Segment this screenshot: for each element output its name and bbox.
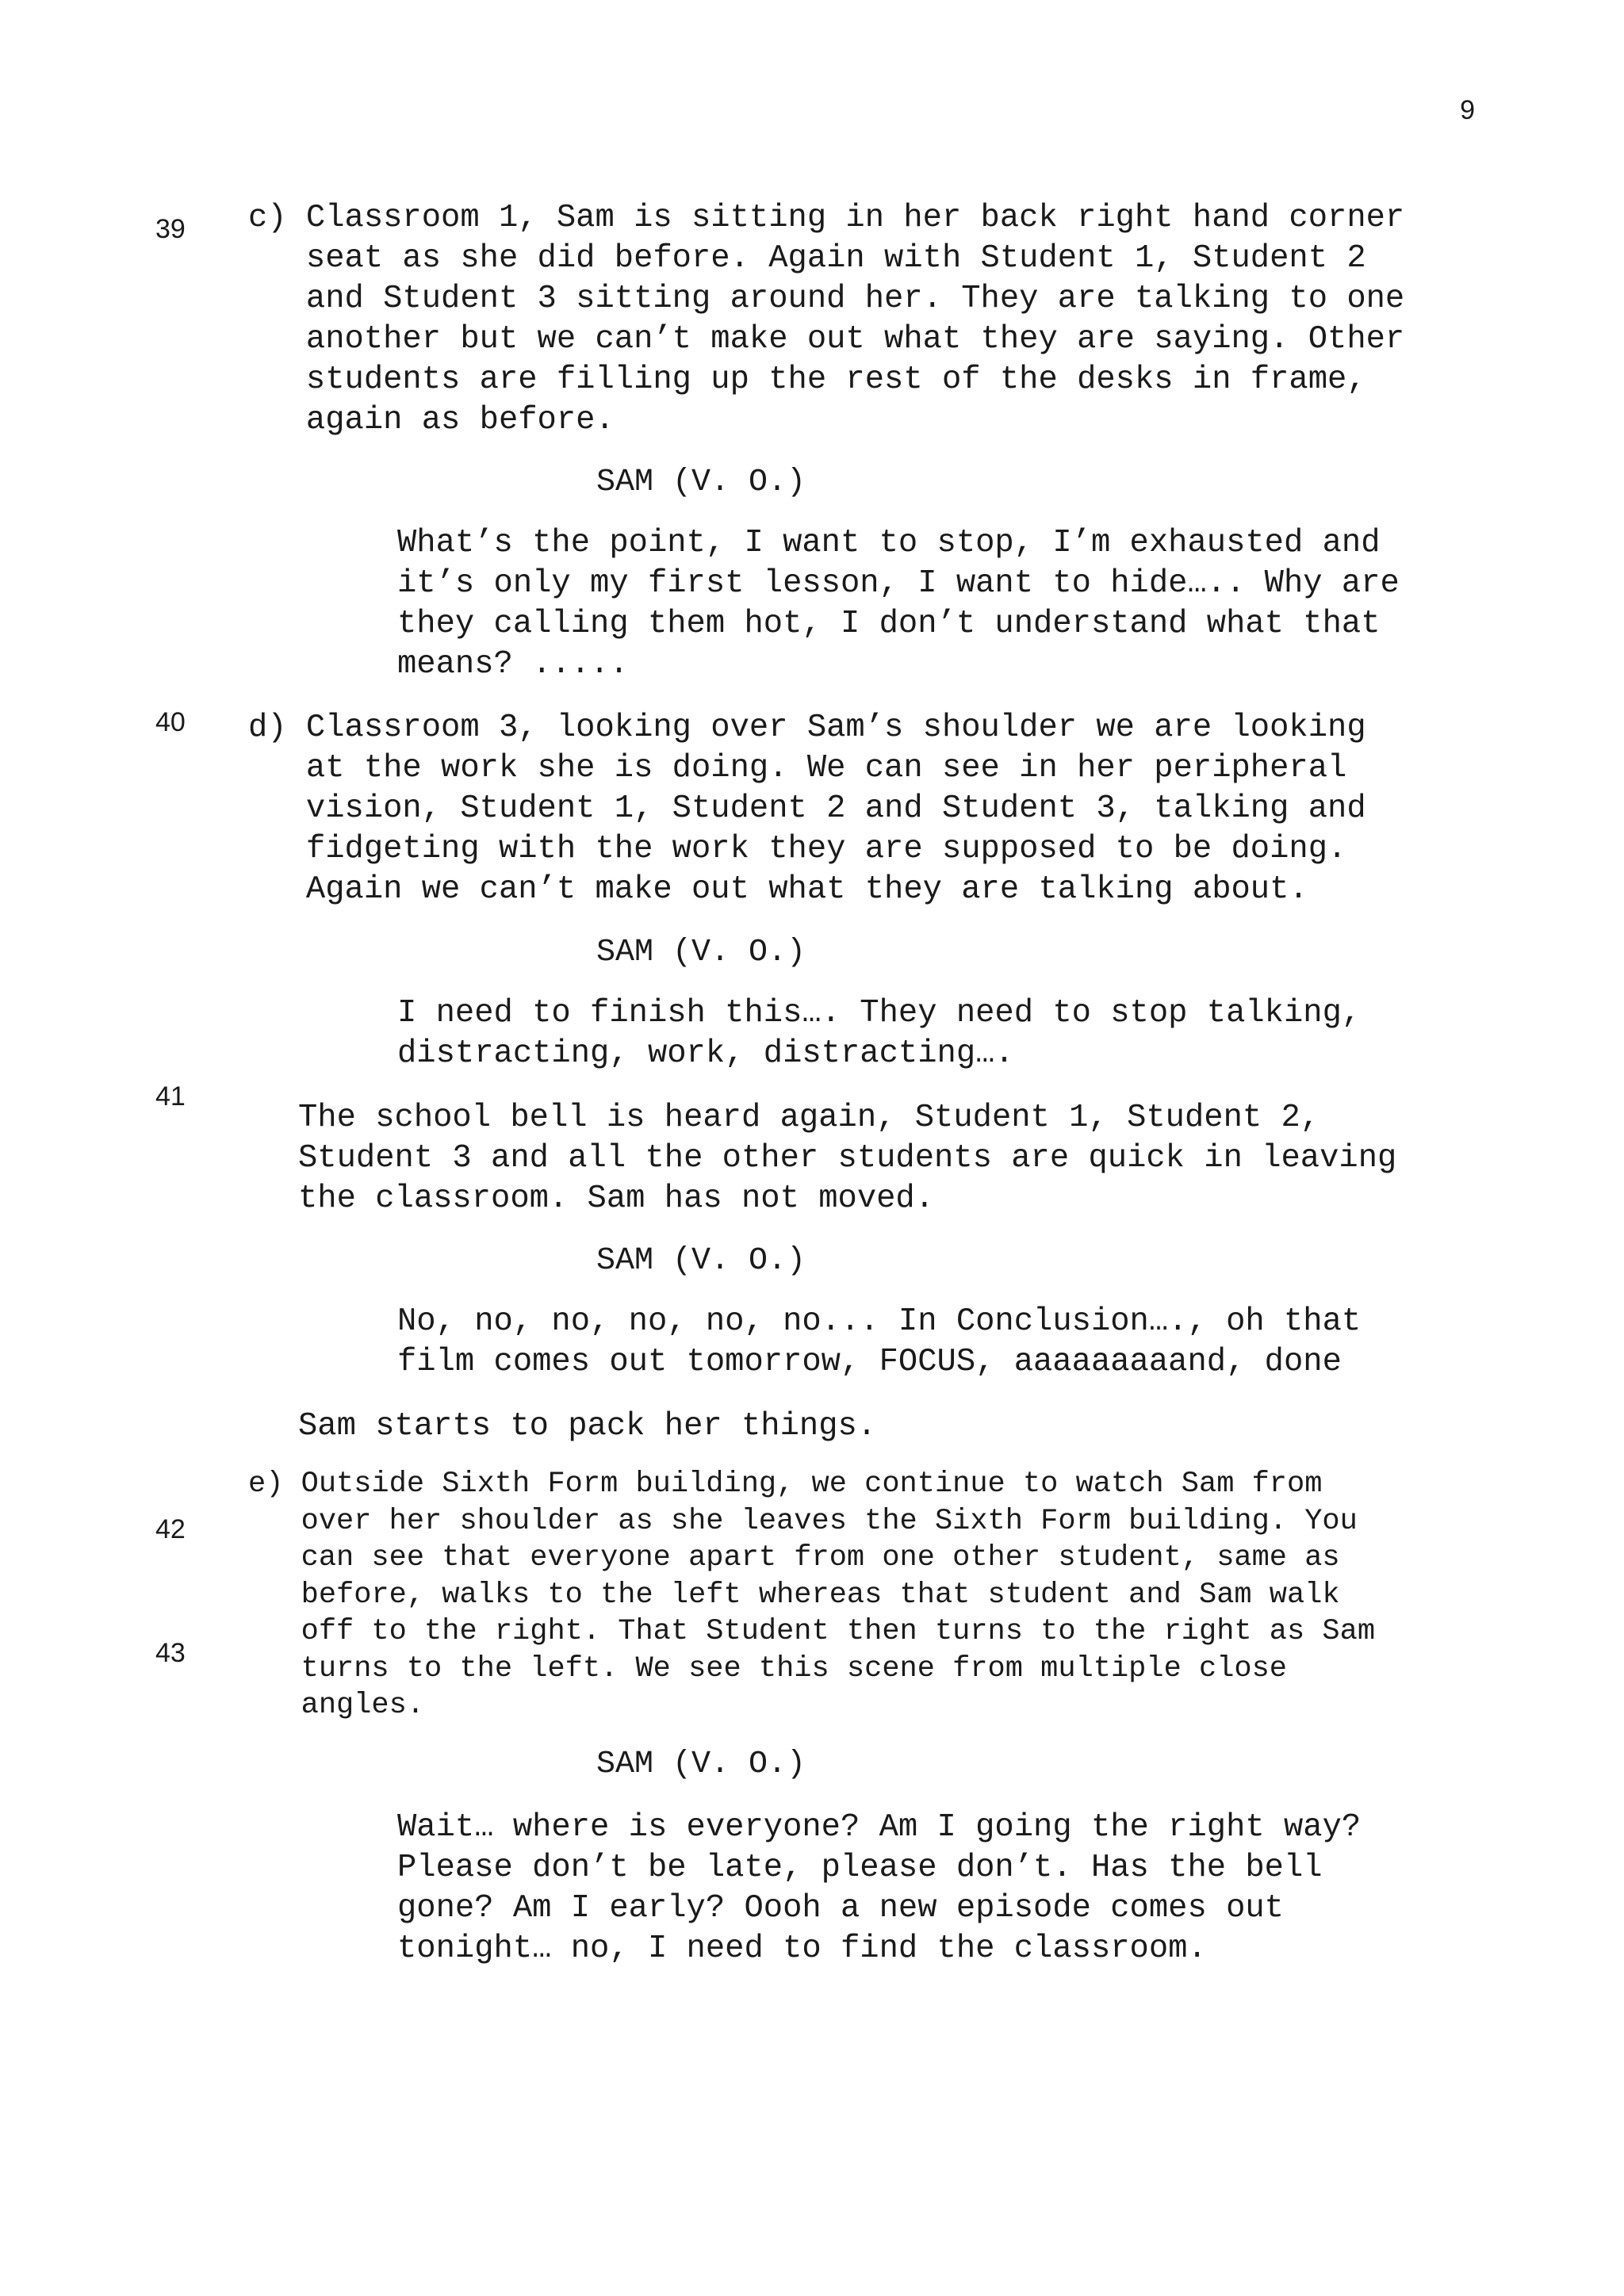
scene-e-character: SAM (V. O.) <box>596 1747 806 1782</box>
scene-d-character: SAM (V. O.) <box>596 935 806 970</box>
bell-character: SAM (V. O.) <box>596 1243 806 1279</box>
pack-action: Sam starts to pack her things. <box>298 1408 877 1445</box>
scene-c-dialogue: What’s the point, I want to stop, I’m exhausted and it’s only my first lesson, I want to hide….. Why are they calling them hot, I don’t understand what that means? ..... <box>397 525 1400 683</box>
scene-e-action: e) Outside Sixth Form building, we continue to watch Sam from over her shoulder as she leaves the Sixth Form building. You can see that everyone apart from one other student, same as before, walks to the left whereas that student and Sam walk off to the right. That Student then turns to the right as Sam turns to the left. We see this scene from multiple close angles. <box>248 1468 1376 1722</box>
scene-number-41: 41 <box>155 1081 186 1112</box>
bell-dialogue: No, no, no, no, no, no... In Conclusion…., oh that film comes out tomorrow, FOCUS, aaaaaaaaand, done <box>397 1303 1362 1380</box>
scene-number-43: 43 <box>155 1638 186 1668</box>
scene-d-dialogue: I need to finish this…. They need to stop talking, distracting, work, distracting…. <box>397 995 1362 1072</box>
scene-c-action: c) Classroom 1, Sam is sitting in her back right hand corner seat as she did before. Again with Student 1, Student 2 and Student 3 sitting around her. They are talking to one another but we can’t make out what they are saying. Other students are filling up the rest of the desks in frame, again as before. <box>248 200 1405 438</box>
scene-number-42: 42 <box>155 1514 186 1544</box>
page-number: 9 <box>1460 95 1475 125</box>
scene-number-39: 39 <box>155 214 186 244</box>
scene-e-dialogue: Wait… where is everyone? Am I going the right way? Please don’t be late, please don’t. Has the bell gone? Am I early? Oooh a new episode comes out tonight… no, I need to find the classroom. <box>397 1809 1362 1967</box>
bell-action: The school bell is heard again, Student 1, Student 2, Student 3 and all the other students are quick in leaving the classroom. Sam has not moved. <box>298 1100 1397 1217</box>
scene-c-character: SAM (V. O.) <box>596 465 806 500</box>
scene-d-action: d) Classroom 3, looking over Sam’s shoulder we are looking at the work she is doing. We can see in her peripheral vision, Student 1, Student 2 and Student 3, talking and fidgeting with the work they are supposed to be doing. Again we can’t make out what they are talking about. <box>248 710 1366 908</box>
scene-number-40: 40 <box>155 707 186 737</box>
